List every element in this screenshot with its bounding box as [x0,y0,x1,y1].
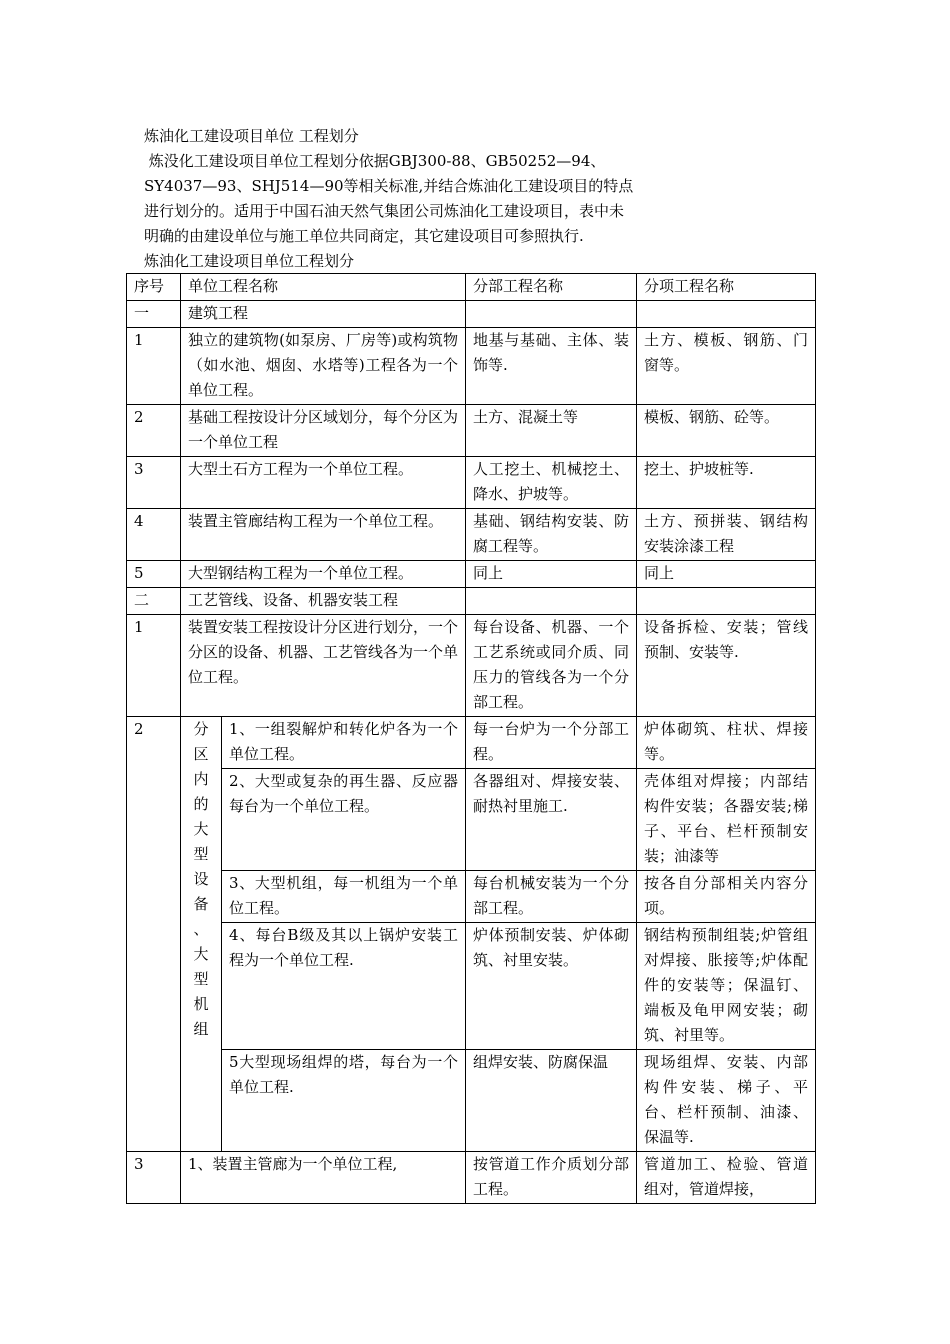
table-row [127,561,816,588]
row-unit: 基础工程按设计分区域划分，每个分区为一个单位工程 [181,405,466,457]
intro-line: 明确的由建设单位与施工单位共同商定，其它建设项目可参照执行. [144,227,584,245]
row-sub [466,301,637,328]
table-row [127,1152,816,1204]
row-sub: 按管道工作介质划分部工程。 [466,1152,637,1204]
row-sub: 每台设备、机器、一个工艺系统或同介质、同压力的管线各为一个分部工程。 [466,615,637,717]
row-item: 管道加工、检验、管道组对，管道焊接， [637,1152,816,1204]
table-row [127,769,816,871]
table-row [127,588,816,615]
row-sub: 各器组对、焊接安装、耐热衬里施工. [466,769,637,871]
vertical-char: 、 [193,920,209,938]
row-item: 挖土、护坡桩等. [637,457,816,509]
table-header-row [127,274,816,301]
intro-line: SY4037—93、SHJ514—90等相关标准,并结合炼油化工建设项目的特点 [144,177,634,195]
row-sub: 同上 [466,561,637,588]
header-sub: 分部工程名称 [466,274,637,301]
vertical-char: 型 [193,970,209,988]
row-unit: 大型钢结构工程为一个单位工程。 [181,561,466,588]
row-unit: 工艺管线、设备、机器安装工程 [181,588,466,615]
vertical-char: 备 [193,895,209,913]
vertical-char: 机 [193,995,209,1013]
table-row [127,457,816,509]
table-row [127,509,816,561]
table-row [127,871,816,923]
header-item: 分项工程名称 [637,274,816,301]
row-unit: 1、一组裂解炉和转化炉各为一个单位工程。 [222,717,466,769]
row-sub: 基础、钢结构安装、防腐工程等。 [466,509,637,561]
row-item: 同上 [637,561,816,588]
vertical-char: 组 [193,1020,209,1038]
table-row [127,328,816,405]
row-unit: 5大型现场组焊的塔，每台为一个单位工程. [222,1050,466,1152]
intro-line: 炼没化工建设项目单位工程划分依据GBJ300-88、GB50252—94、 [144,152,606,170]
row-sub: 组焊安装、防腐保温 [466,1050,637,1152]
row-no: 一 [127,301,181,328]
row-sub: 炉体预制安装、炉体砌筑、衬里安装。 [466,923,637,1050]
row-item: 设备拆检、安装；管线预制、安装等. [637,615,816,717]
row-no: 5 [127,561,181,588]
group-no: 2 [127,717,181,1152]
row-no: 2 [127,405,181,457]
table-caption: 炼油化工建设项目单位工程划分 [144,252,355,270]
header-no: 序号 [127,274,181,301]
row-unit: 4、每台B级及其以上锅炉安装工程为一个单位工程. [222,923,466,1050]
row-item [637,301,816,328]
row-unit: 大型土石方工程为一个单位工程。 [181,457,466,509]
intro-section [144,124,704,274]
table-row [127,615,816,717]
row-sub: 每一台炉为一个分部工程。 [466,717,637,769]
row-unit: 建筑工程 [181,301,466,328]
division-table [126,273,816,1204]
row-item: 模板、钢筋、砼等。 [637,405,816,457]
row-unit: 独立的建筑物(如泵房、厂房等)或构筑物（如水池、烟囱、水塔等)工程各为一个单位工程。 [181,328,466,405]
intro-line: 进行划分的。适用于中国石油天然气集团公司炼油化工建设项目，表中未 [144,202,625,220]
table-row [127,405,816,457]
row-unit: 3、大型机组，每一机组为一个单位工程。 [222,871,466,923]
row-unit: 装置安装工程按设计分区进行划分，一个分区的设备、机器、工艺管线各为一个单位工程。 [181,615,466,717]
vertical-char: 型 [193,845,209,863]
row-item [637,588,816,615]
group-vertical-label [181,717,222,1152]
row-sub: 地基与基础、主体、装饰等. [466,328,637,405]
row-item: 炉体砌筑、柱状、焊接等。 [637,717,816,769]
header-unit: 单位工程名称 [181,274,466,301]
vertical-char: 内 [193,770,209,788]
table-row [127,301,816,328]
row-sub: 每台机械安装为一个分部工程。 [466,871,637,923]
document-title: 炼油化工建设项目单位 工程划分 [144,127,359,145]
table-row [127,717,816,769]
row-no: 二 [127,588,181,615]
vertical-char: 大 [193,945,209,963]
vertical-char: 区 [193,745,209,763]
row-item: 现场组焊、安装、内部构件安装、梯子、平台、栏杆预制、油漆、保温等. [637,1050,816,1152]
row-sub: 人工挖土、机械挖土、降水、护坡等。 [466,457,637,509]
vertical-char: 设 [193,870,209,888]
row-item: 土方、预拼装、钢结构安装涂漆工程 [637,509,816,561]
row-no: 1 [127,328,181,405]
table-row [127,923,816,1050]
row-unit: 1、装置主管廊为一个单位工程, [181,1152,466,1204]
row-item: 按各自分部相关内容分项。 [637,871,816,923]
row-item: 土方、模板、钢筋、门窗等。 [637,328,816,405]
table-row [127,1050,816,1152]
row-item: 钢结构预制组装;炉管组对焊接、胀接等;炉体配件的安装等；保温钉、端板及龟甲网安装；砌筑、衬里等。 [637,923,816,1050]
row-no: 3 [127,1152,181,1204]
row-unit: 2、大型或复杂的再生器、反应器每台为一个单位工程。 [222,769,466,871]
row-unit: 装置主管廊结构工程为一个单位工程。 [181,509,466,561]
vertical-char: 大 [193,820,209,838]
vertical-char: 分 [193,720,209,738]
row-no: 4 [127,509,181,561]
row-sub: 土方、混凝土等 [466,405,637,457]
vertical-char: 的 [193,795,209,813]
row-item: 壳体组对焊接；内部结构件安装；各器安装;梯子、平台、栏杆预制安装；油漆等 [637,769,816,871]
row-no: 1 [127,615,181,717]
row-sub [466,588,637,615]
row-no: 3 [127,457,181,509]
